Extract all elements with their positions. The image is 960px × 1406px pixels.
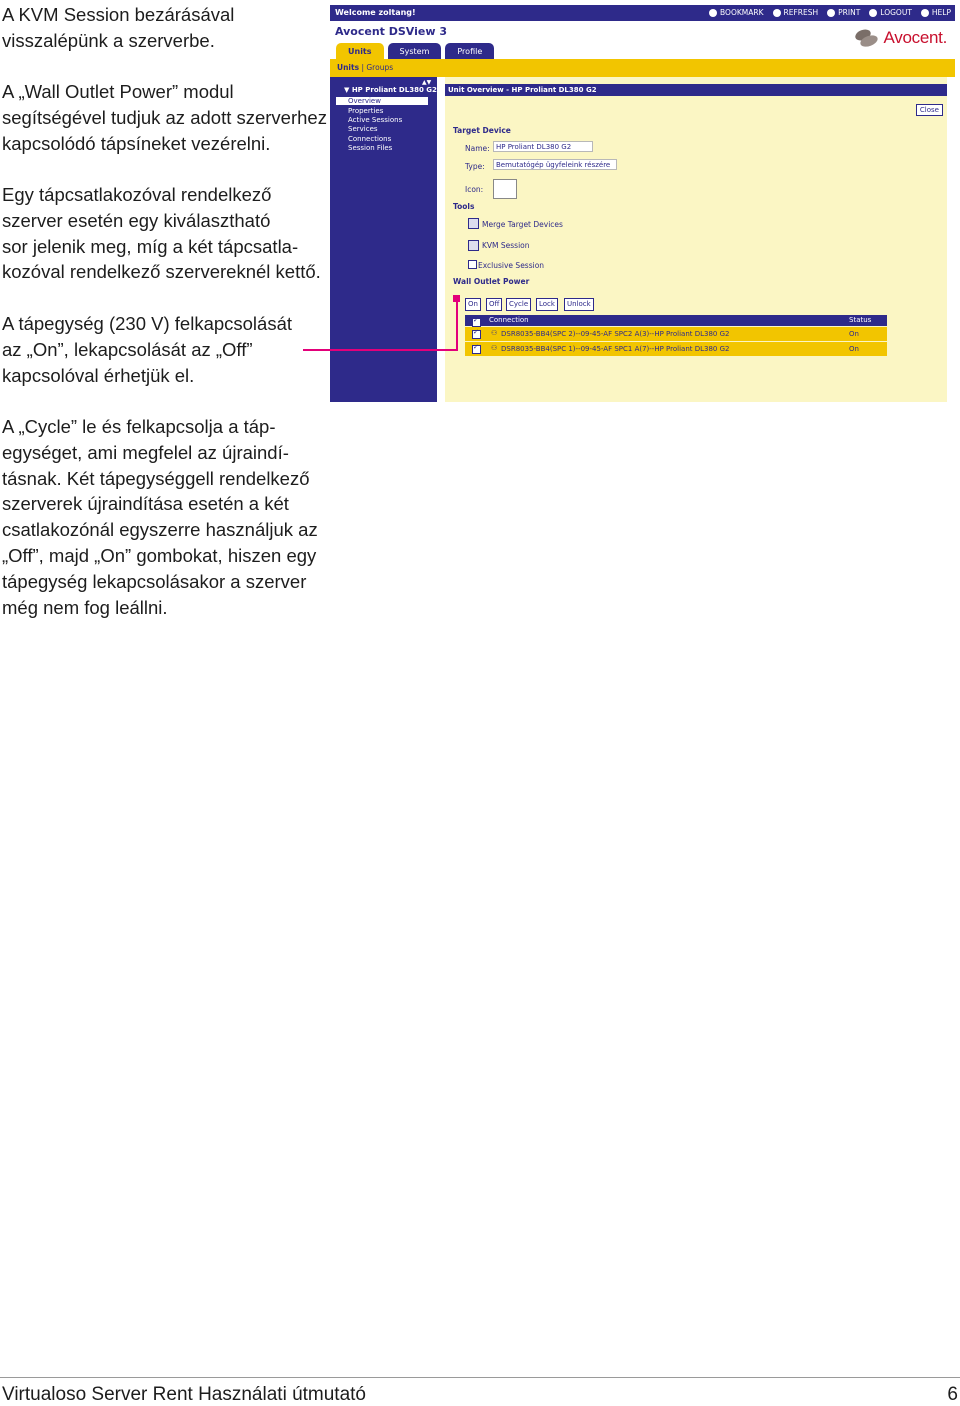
merge-icon: [468, 218, 479, 229]
callout-vertical: [456, 300, 458, 351]
text-line: visszalépünk a szerverbe.: [2, 29, 215, 51]
text-line: tápegység lekapcsolásakor a szerver: [2, 570, 307, 592]
text-line: A KVM Session bezárásával: [2, 4, 235, 25]
table-row[interactable]: [465, 342, 887, 356]
text-line: A tápegység (230 V) felkapcsolását: [2, 313, 293, 334]
tree-item-properties[interactable]: Properties: [348, 107, 384, 115]
refresh-icon: [773, 9, 781, 17]
dsview-screenshot: [330, 5, 955, 402]
plug-icon: ⚇: [491, 329, 498, 337]
table-row[interactable]: [465, 327, 887, 341]
text-line: tásnak. Két tápegységgell rendelkező: [2, 467, 310, 489]
page-number: 6: [947, 1384, 958, 1405]
text-line: egységet, ami megfelel az újraindí-: [2, 441, 289, 463]
text-line: segítségével tudjuk az adott szerverhez: [2, 106, 327, 128]
type-label: Type:: [465, 162, 485, 171]
name-field[interactable]: HP Proliant DL380 G2: [493, 141, 593, 152]
app-title: Avocent DSView 3: [335, 25, 447, 38]
tree-item-session-files[interactable]: Session Files: [348, 144, 393, 152]
paragraph-on-off: [2, 311, 292, 388]
panel-title: Unit Overview - HP Proliant DL380 G2: [445, 84, 947, 96]
unlock-button[interactable]: Unlock: [564, 298, 594, 311]
power-off-button[interactable]: Off: [486, 298, 502, 311]
merge-target-devices-link[interactable]: Merge Target Devices: [482, 220, 563, 229]
text-line: kapcsolódó tápsíneket vezérelni.: [2, 132, 271, 154]
nav-help[interactable]: [921, 8, 951, 17]
text-line: Egy tápcsatlakozóval rendelkező: [2, 184, 272, 205]
top-bar: [330, 5, 955, 21]
footer-title: Virtualoso Server Rent Használati útmutató: [2, 1384, 366, 1405]
power-cycle-button[interactable]: Cycle: [506, 298, 531, 311]
nav-label: LOGOUT: [880, 8, 912, 17]
tree-root-label: HP Proliant DL380 G2: [351, 86, 437, 94]
text-line: még nem fog leállni.: [2, 596, 168, 618]
row-checkbox[interactable]: [472, 330, 481, 339]
logout-icon: [869, 9, 877, 17]
main-tabs: [336, 43, 494, 59]
status-cell: On: [849, 345, 859, 353]
unit-tree-sidebar: [330, 77, 437, 402]
scroll-arrows-icon[interactable]: ▲▼: [422, 79, 432, 86]
tree-item-services[interactable]: Services: [348, 125, 378, 133]
text-line: csatlakozónál egyszerre használjuk az: [2, 519, 318, 541]
type-field[interactable]: Bemutatógép ügyfeleink részére: [493, 159, 617, 170]
logo-text: Avocent.: [883, 28, 947, 47]
text-line: kozóval rendelkező szervereknél kettő.: [2, 261, 321, 283]
subnav: [337, 63, 393, 72]
close-button[interactable]: Close: [916, 104, 943, 116]
subnav-units[interactable]: Units: [337, 63, 360, 72]
footer-divider: [0, 1377, 960, 1378]
nav-label: REFRESH: [783, 8, 819, 17]
col-connection: Connection: [489, 316, 529, 324]
paragraph-cycle: [2, 414, 318, 620]
connection-cell: DSR8035-BB4(SPC 1)--09-45-AF SPC1 A(7)--HP Proliant DL380 G2: [501, 345, 730, 353]
text-line: sor jelenik meg, míg a két tápcsatla-: [2, 235, 299, 257]
text-line: A „Wall Outlet Power” modul: [2, 81, 234, 102]
plug-icon: ⚇: [491, 344, 498, 352]
nav-label: HELP: [931, 8, 951, 17]
nav-bookmark[interactable]: [709, 8, 763, 17]
text-line: szerverek újraindítása esetén a két: [2, 493, 289, 515]
tree-root[interactable]: ▼ HP Proliant DL380 G2: [344, 86, 437, 94]
tab-units[interactable]: Units: [336, 43, 384, 59]
tab-profile[interactable]: Profile: [445, 43, 494, 59]
exclusive-session-label: Exclusive Session: [478, 261, 545, 270]
paragraph-kvm-close: [2, 2, 234, 54]
tree-item-active-sessions[interactable]: Active Sessions: [348, 116, 403, 124]
status-cell: On: [849, 330, 859, 338]
icon-label: Icon:: [465, 185, 484, 194]
subnav-separator: |: [361, 63, 364, 72]
row-checkbox[interactable]: [472, 345, 481, 354]
print-icon: [827, 9, 835, 17]
bookmark-icon: [709, 9, 717, 17]
outlet-table-header: [465, 315, 887, 326]
col-status: Status: [849, 316, 872, 324]
select-all-checkbox[interactable]: [472, 318, 481, 327]
callout-marker: [453, 295, 460, 302]
tools-heading: Tools: [453, 202, 475, 211]
text-line: szerver esetén egy kiválasztható: [2, 209, 271, 231]
target-device-heading: Target Device: [453, 126, 511, 135]
paragraph-wall-outlet: [2, 79, 327, 156]
nav-logout[interactable]: [869, 8, 912, 17]
top-nav: [709, 8, 951, 17]
callout-horizontal: [303, 349, 458, 351]
exclusive-session-checkbox[interactable]: [468, 260, 477, 269]
tree-item-overview[interactable]: Overview: [336, 97, 428, 105]
name-label: Name:: [465, 144, 490, 153]
nav-print[interactable]: [827, 8, 860, 17]
avocent-logo: [854, 27, 947, 49]
paragraph-power-rows: [2, 182, 321, 285]
text-line: az „On”, lekapcsolását az „Off”: [2, 338, 253, 360]
power-on-button[interactable]: On: [465, 298, 481, 311]
nav-refresh[interactable]: [773, 8, 819, 17]
wall-outlet-power-heading: Wall Outlet Power: [453, 277, 530, 286]
nav-label: BOOKMARK: [720, 8, 764, 17]
kvm-session-icon: [468, 240, 479, 251]
subnav-bar: [330, 59, 955, 77]
lock-button[interactable]: Lock: [536, 298, 558, 311]
text-line: kapcsolóval érhetjük el.: [2, 364, 195, 386]
nav-label: PRINT: [838, 8, 861, 17]
tab-system[interactable]: System: [388, 43, 442, 59]
unit-overview-panel: [445, 77, 947, 402]
subnav-groups[interactable]: Groups: [366, 63, 394, 72]
welcome-text: Welcome zoltang!: [335, 8, 416, 17]
text-line: A „Cycle” le és felkapcsolja a táp-: [2, 416, 276, 437]
avocent-logo-mark-icon: [854, 27, 880, 49]
text-line: „Off”, majd „On” gombokat, hiszen egy: [2, 544, 317, 566]
connection-cell: DSR8035-BB4(SPC 2)--09-45-AF SPC2 A(3)--HP Proliant DL380 G2: [501, 330, 730, 338]
kvm-session-link[interactable]: KVM Session: [482, 241, 530, 250]
tree-item-connections[interactable]: Connections: [348, 135, 392, 143]
help-icon: [921, 9, 929, 17]
server-type-icon[interactable]: [493, 179, 517, 199]
